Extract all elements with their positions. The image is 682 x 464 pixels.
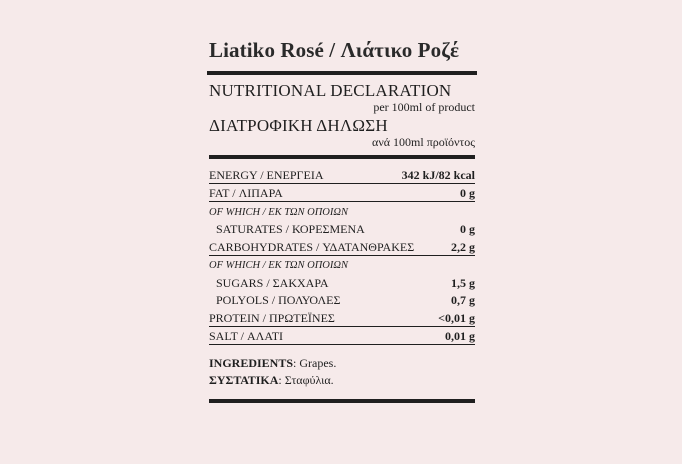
product-title: Liatiko Rosé / Λιάτικο Ροζέ [209,38,460,62]
nutrition-row-polyols [209,291,475,309]
row-label: SALT / ΑΛΑΤΙ [209,329,284,343]
ingredients-gr [209,372,475,389]
ingredients-en-value: : Grapes. [293,356,337,370]
ingredients-en [209,355,475,372]
ingredients-gr-key: ΣΥΣΤΑΤΙΚΑ [209,373,279,387]
row-label: FAT / ΛΙΠΑΡΑ [209,186,283,200]
middle-divider [209,155,475,159]
nutrition-row-fat [209,184,475,203]
row-value: 0,01 g [445,329,475,343]
row-label: OF WHICH / ΕΚ ΤΩΝ ΟΠΟΙΩΝ [209,206,348,218]
row-label: SUGARS / ΣΑΚΧΑΡΑ [216,275,329,290]
row-value: 0 g [460,222,475,236]
row-label: CARBOHYDRATES / ΥΔΑΤΑΝΘΡΑΚΕΣ [209,239,415,254]
nutrition-row-saturates [209,220,475,238]
declaration-title-en: NUTRITIONAL DECLARATION [209,81,452,100]
row-value: <0,01 g [438,310,475,325]
row-value: 342 kJ/82 kcal [401,167,475,182]
declaration-subtitle-gr: ανά 100ml προϊόντος [372,135,475,149]
declaration-title-gr: ΔΙΑΤΡΟΦΙΚΗ ΔΗΛΩΣΗ [209,116,388,135]
ingredients-block [209,355,475,389]
ingredients-en-key: INGREDIENTS [209,356,294,370]
row-value: 0 g [460,186,475,200]
nutrition-row-salt [209,327,475,346]
nutrition-table [209,165,475,345]
row-value: 0,7 g [451,293,475,307]
row-label: OF WHICH / ΕΚ ΤΩΝ ΟΠΟΙΩΝ [209,260,348,271]
row-label: POLYOLS / ΠΟΛΥΟΛΕΣ [216,293,341,307]
nutrition-row-note [209,202,475,220]
nutrition-row-protein [209,308,475,327]
bottom-divider [209,399,475,403]
row-label: PROTEIN / ΠΡΩΤΕΪΝΕΣ [209,310,335,325]
nutrition-row-energy [209,165,475,184]
nutrition-row-note [209,256,475,274]
nutrition-row-carbohydrates [209,237,475,256]
row-label: ENERGY / ΕΝΕΡΓΕΙΑ [209,167,324,182]
row-value: 2,2 g [451,239,475,254]
declaration-subtitle-en: per 100ml of product [373,100,475,114]
row-value: 1,5 g [451,275,475,290]
nutrition-label [209,38,475,403]
nutrition-row-sugars [209,273,475,291]
ingredients-gr-value: : Σταφύλια. [278,373,334,387]
row-label: SATURATES / ΚΟΡΕΣΜΕΝΑ [216,222,365,236]
top-divider [207,71,477,75]
